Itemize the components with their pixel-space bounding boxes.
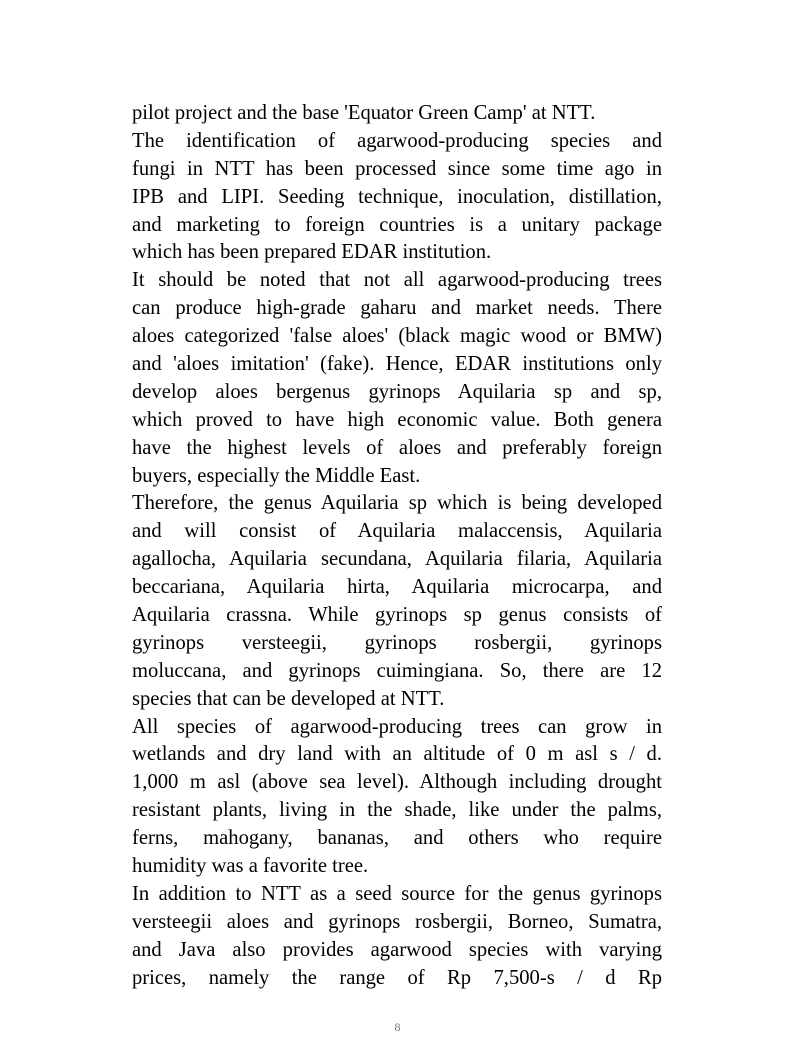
- text-line: beccariana, Aquilaria hirta, Aquilaria microcarpa, and: [132, 576, 662, 599]
- paragraph-5: [132, 714, 662, 881]
- text-line: agallocha, Aquilaria secundana, Aquilaria filaria, Aquilaria: [132, 548, 662, 571]
- text-line: fungi in NTT has been processed since some time ago in: [132, 157, 662, 180]
- text-line: and 'aloes imitation' (fake). Hence, EDAR institutions only: [132, 353, 662, 376]
- text-line: wetlands and dry land with an altitude of 0 m asl s / d.: [132, 743, 662, 766]
- paragraph-2: [132, 128, 662, 267]
- text-line: which proved to have high economic value. Both genera: [132, 408, 662, 431]
- text-line: The identification of agarwood-producing species and: [132, 129, 662, 152]
- text-line: buyers, especially the Middle East.: [132, 464, 421, 487]
- text-line: species that can be developed at NTT.: [132, 687, 445, 710]
- text-line: prices, namely the range of Rp 7,500-s / d Rp: [132, 966, 662, 989]
- text-line: IPB and LIPI. Seeding technique, inoculation, distillation,: [132, 185, 662, 208]
- text-line: resistant plants, living in the shade, like under the palms,: [132, 799, 662, 822]
- text-line: versteegii aloes and gyrinops rosbergii, Borneo, Sumatra,: [132, 910, 662, 933]
- text-line: have the highest levels of aloes and preferably foreign: [132, 436, 662, 459]
- paragraph-6: [132, 881, 662, 993]
- text-line: and will consist of Aquilaria malaccensis, Aquilaria: [132, 520, 662, 543]
- text-line: moluccana, and gyrinops cuimingiana. So, there are 12: [132, 659, 662, 682]
- body-text: [132, 100, 662, 993]
- text-line: can produce high-grade gaharu and market needs. There: [132, 297, 662, 320]
- text-line: pilot project and the base 'Equator Green Camp' at NTT.: [132, 102, 596, 124]
- page-number: 8: [394, 1020, 401, 1034]
- text-line: which has been prepared EDAR institution.: [132, 241, 492, 264]
- paragraph-4: [132, 490, 662, 713]
- text-line: aloes categorized 'false aloes' (black magic wood or BMW): [132, 325, 662, 348]
- text-line: ferns, mahogany, bananas, and others who require: [132, 827, 662, 850]
- paragraph-3: [132, 267, 662, 490]
- text-line: and Java also provides agarwood species with varying: [132, 938, 662, 961]
- text-line: 1,000 m asl (above sea level). Although including drought: [132, 771, 662, 794]
- text-line: It should be noted that not all agarwood-producing trees: [132, 269, 662, 292]
- text-line: and marketing to foreign countries is a unitary package: [132, 213, 662, 236]
- paragraph-1: [132, 100, 662, 128]
- text-line: gyrinops versteegii, gyrinops rosbergii, gyrinops: [132, 631, 662, 654]
- text-line: In addition to NTT as a seed source for the genus gyrinops: [132, 882, 662, 905]
- text-line: All species of agarwood-producing trees can grow in: [132, 715, 662, 738]
- text-line: humidity was a favorite tree.: [132, 855, 369, 878]
- text-line: Therefore, the genus Aquilaria sp which is being developed: [132, 492, 662, 515]
- text-line: develop aloes bergenus gyrinops Aquilaria sp and sp,: [132, 380, 662, 403]
- text-line: Aquilaria crassna. While gyrinops sp genus consists of: [132, 604, 662, 627]
